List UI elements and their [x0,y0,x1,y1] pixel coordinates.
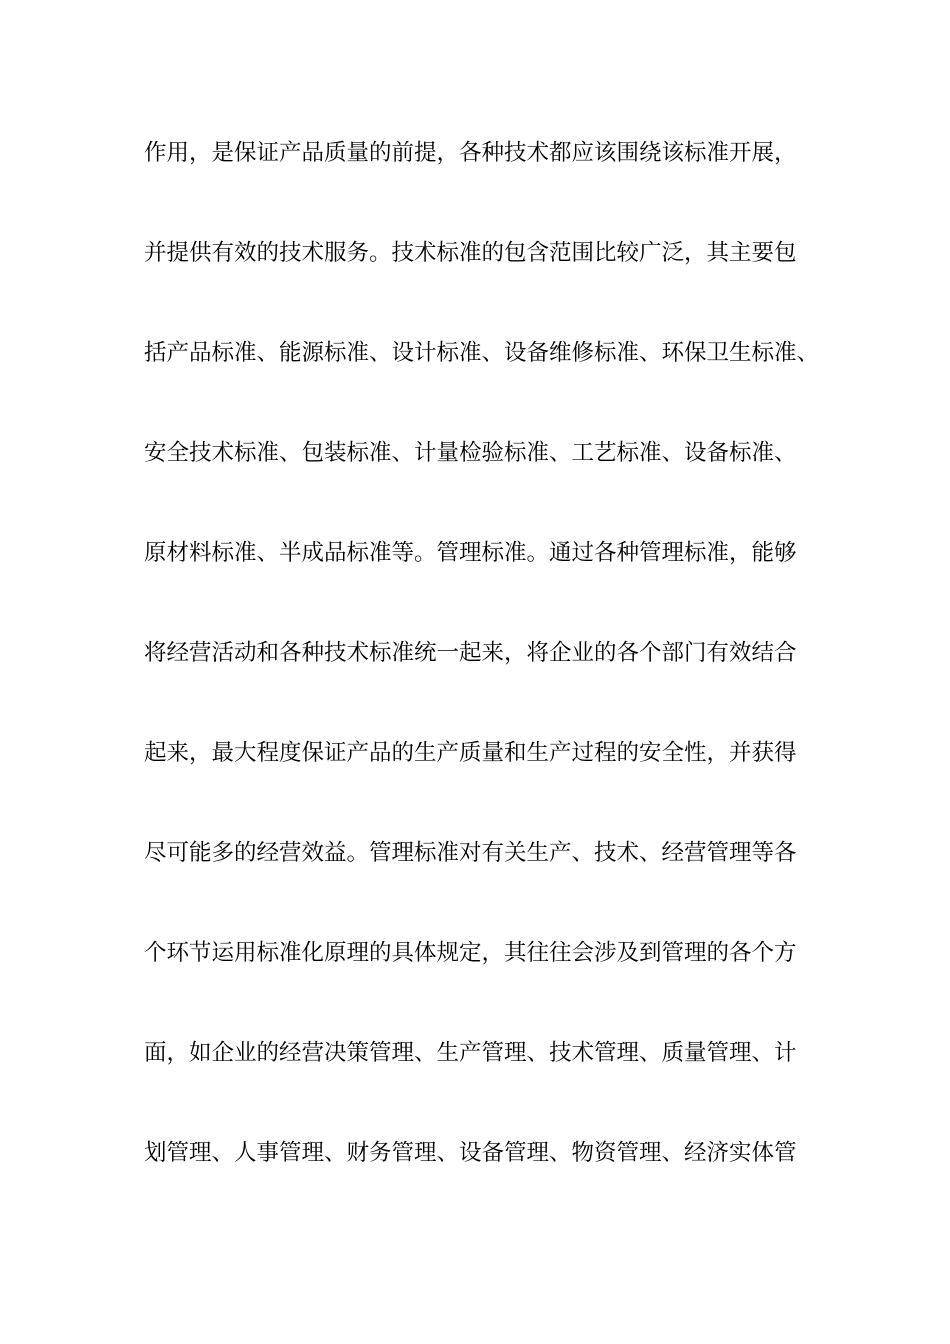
body-text [144,133,844,1233]
text-line: 个环节运用标准化原理的具体规定，其往往会涉及到管理的各个方 [144,940,797,966]
text-line: 并提供有效的技术服务。技术标准的包含范围比较广泛，其主要包 [144,240,797,266]
text-line: 起来，最大程度保证产品的生产质量和生产过程的安全性，并获得 [144,740,797,766]
text-line: 原材料标准、半成品标准等。管理标准。通过各种管理标准，能够 [144,540,797,566]
text-line: 括产品标准、能源标准、设计标准、设备维修标准、环保卫生标准、 [144,340,820,366]
text-line: 划管理、人事管理、财务管理、设备管理、物资管理、经济实体管 [144,1140,797,1166]
text-line: 面，如企业的经营决策管理、生产管理、技术管理、质量管理、计 [144,1040,797,1066]
text-line: 作用，是保证产品质量的前提，各种技术都应该围绕该标准开展， [144,140,797,166]
text-line: 将经营活动和各种技术标准统一起来，将企业的各个部门有效结合 [144,640,797,666]
text-line: 安全技术标准、包装标准、计量检验标准、工艺标准、设备标准、 [144,440,797,466]
text-line: 尽可能多的经营效益。管理标准对有关生产、技术、经营管理等各 [144,840,797,866]
